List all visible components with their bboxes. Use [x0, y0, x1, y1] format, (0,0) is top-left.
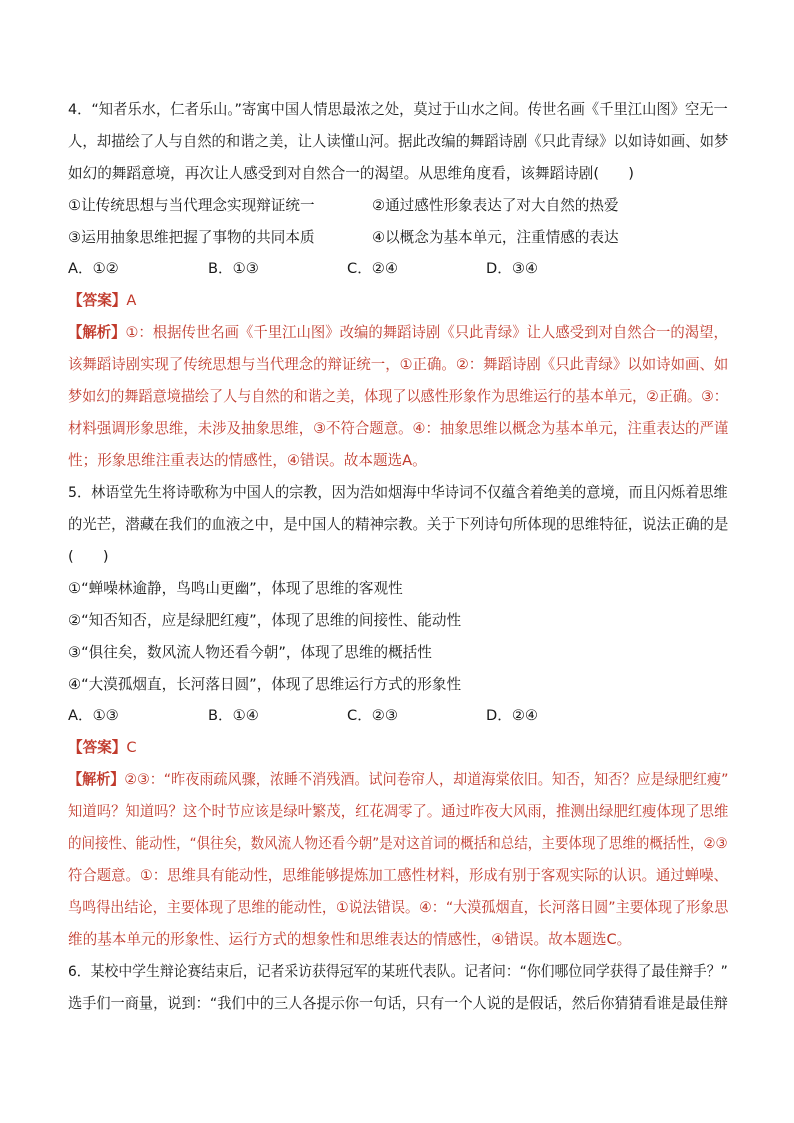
answer-value: A: [126, 292, 137, 309]
q4-analysis-line-1: [68, 323, 728, 343]
analysis-text: ①：根据传世名画《千里江山图》改编的舞蹈诗剧《只此青绿》让人感受到对自然合一的渴望，: [125, 324, 728, 341]
q4-analysis-line-2: 该舞蹈诗剧实现了传统思想与当代理念的辩证统一，①正确。②：舞蹈诗剧《只此青绿》以如诗如画、如: [68, 356, 729, 373]
q5-analysis-line-1: [68, 770, 728, 790]
q4-analysis-line-3: 梦如幻的舞蹈意境描绘了人与自然的和谐之美，体现了以感性形象作为思维运行的基本单元，②正确。③：: [68, 388, 728, 405]
q5-analysis-line-3: 的间接性、能动性，“俱往矣，数风流人物还看今朝”是对这首词的概括和总结，主要体现了思维的概括性，②③: [68, 835, 728, 852]
q5-analysis-line-4: 符合题意。①：思维具有能动性，思维能够提炼加工感性材料，形成有别于客观实际的认识。通过蝉噪、: [68, 867, 728, 884]
analysis-label: 【解析】: [68, 324, 126, 341]
q5-stem-line-3: ( ): [68, 548, 109, 565]
q4-choice-d: D．③④: [486, 260, 538, 277]
q4-item-3: ③运用抽象思维把握了事物的共同本质: [68, 229, 315, 246]
q4-item-4: ④以概念为基本单元，注重情感的表达: [372, 229, 619, 246]
q5-item-3: ③“俱往矣，数风流人物还看今朝”，体现了思维的概括性: [68, 644, 432, 661]
q4-stem-line-1: 4．“知者乐水，仁者乐山。”寄寓中国人情思最浓之处，莫过于山水之间。传世名画《千里江山图》空无一: [68, 101, 728, 118]
q5-choice-d: D．②④: [486, 707, 538, 724]
q4-choice-b: B．①③: [208, 260, 259, 277]
q5-stem-line-2: 的光芒，潜藏在我们的血液之中，是中国人的精神宗教。关于下列诗句所体现的思维特征，说法正确的是: [68, 516, 729, 533]
q4-choice-c: C．②④: [347, 260, 398, 277]
q4-analysis-line-5: 性；形象思维注重表达的情感性，④错误。故本题选A。: [68, 452, 427, 469]
q5-item-1: ①“蝉噪林逾静，鸟鸣山更幽”，体现了思维的客观性: [68, 580, 403, 597]
q4-item-1: ①让传统思想与当代理念实现辩证统一: [68, 197, 315, 214]
q4-item-2: ②通过感性形象表达了对大自然的热爱: [372, 197, 619, 214]
answer-label: 【答案】: [68, 292, 127, 309]
q5-choice-c: C．②③: [347, 707, 398, 724]
q5-analysis-line-2: 知道吗？知道吗？这个时节应该是绿叶繁茂，红花凋零了。通过昨夜大风雨，推测出绿肥红瘦体现了思维: [68, 803, 729, 820]
q5-choice-a: A．①③: [68, 707, 119, 724]
q5-item-4: ④“大漠孤烟直，长河落日圆”，体现了思维运行方式的形象性: [68, 676, 462, 693]
q4-choice-a: A．①②: [68, 260, 119, 277]
q4-analysis-line-4: 材料强调形象思维，未涉及抽象思维，③不符合题意。④：抽象思维以概念为基本单元，注重表达的严谨: [68, 420, 729, 437]
analysis-text: ②③：“昨夜雨疏风骤，浓睡不消残酒。试问卷帘人，却道海棠依旧。知否，知否？应是绿肥红瘦”: [124, 771, 729, 788]
answer-value: C: [126, 739, 137, 756]
q6-stem-line-2: 选手们一商量，说到：“我们中的三人各提示你一句话，只有一个人说的是假话，然后你猜猜看谁是最佳辩: [68, 995, 728, 1012]
q4-stem-line-3: 如幻的舞蹈意境，再次让人感受到对自然合一的渴望。从思维角度看，该舞蹈诗剧( ): [68, 165, 634, 182]
q4-stem-line-2: 人，却描绘了人与自然的和谐之美，让人读懂山河。据此改编的舞蹈诗剧《只此青绿》以如诗如画、如梦: [68, 133, 729, 150]
q5-analysis-line-6: 维的基本单元的形象性、运行方式的想象性和思维表达的情感性，④错误。故本题选C。: [68, 931, 632, 948]
q5-answer: [68, 738, 137, 758]
q5-stem-line-1: 5．林语堂先生将诗歌称为中国人的宗教，因为浩如烟海中华诗词不仅蕴含着绝美的意境，而且闪烁着思维: [68, 484, 728, 501]
q5-item-2: ②“知否知否，应是绿肥红瘦”，体现了思维的间接性、能动性: [68, 612, 462, 629]
q5-analysis-line-5: 鸟鸣得出结论，主要体现了思维的能动性，①说法错误。④：“大漠孤烟直，长河落日圆”主要体现了形象思: [68, 899, 729, 916]
q6-stem-line-1: 6．某校中学生辩论赛结束后，记者采访获得冠军的某班代表队。记者问：“你们哪位同学获得了最佳辩手？”: [68, 963, 728, 980]
analysis-label: 【解析】: [68, 771, 125, 788]
q5-choice-b: B．①④: [208, 707, 259, 724]
q4-answer: [68, 291, 136, 311]
answer-label: 【答案】: [68, 739, 127, 756]
